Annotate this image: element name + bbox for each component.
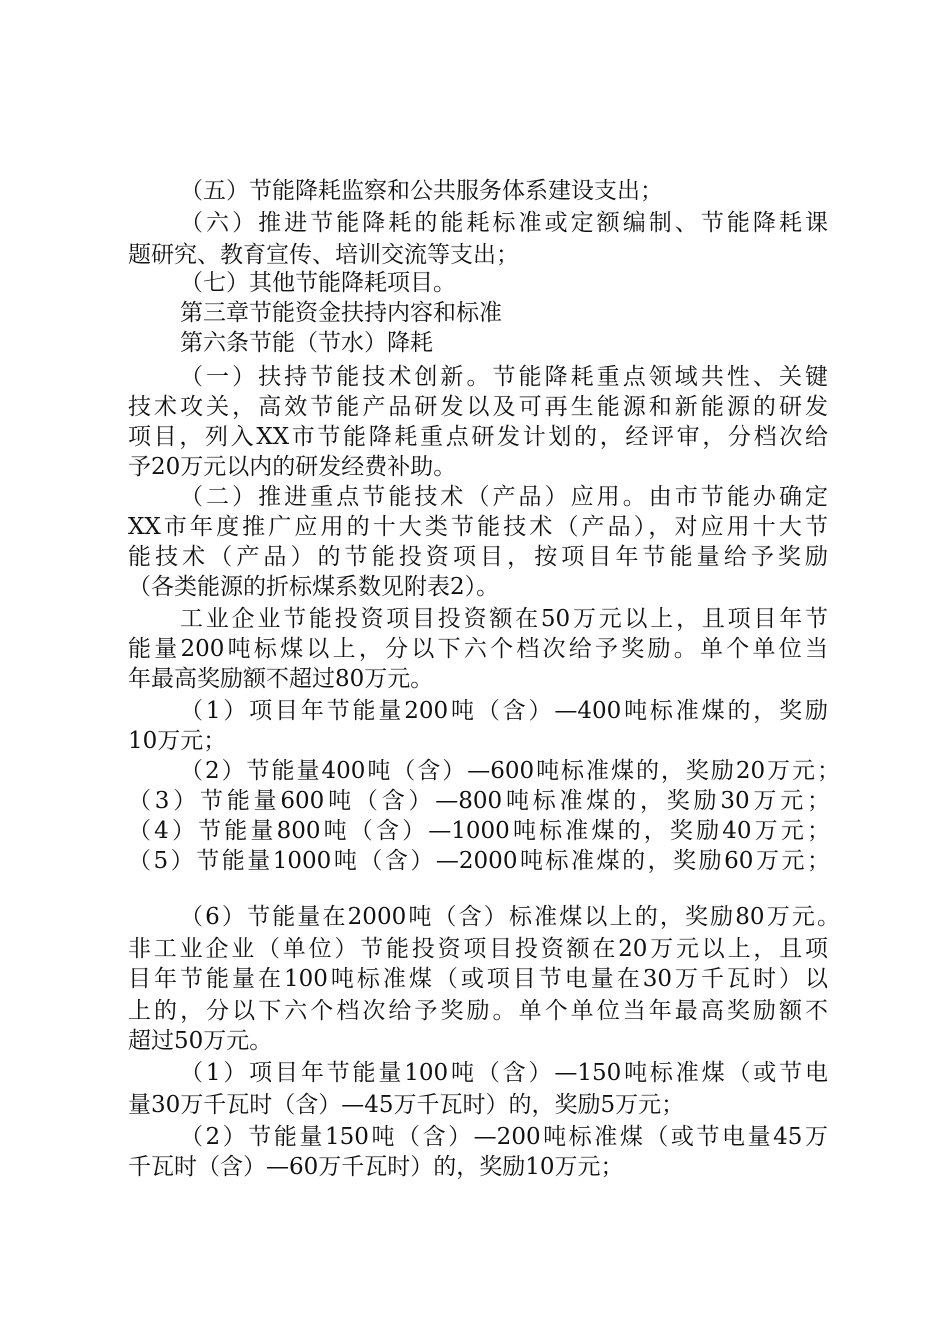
article-heading: 第六条节能（节水）降耗 <box>180 330 433 356</box>
text-line: （1）项目年节能量100吨（含）—150吨标准煤（或节电 <box>180 1060 828 1086</box>
text-line: （2）节能量150吨（含）—200吨标准煤（或节电量45万 <box>180 1124 828 1150</box>
text-line: （七）其他节能降耗项目。 <box>180 270 456 296</box>
text-line: （3）节能量600吨（含）—800吨标准煤的，奖励30万元； <box>128 788 830 814</box>
text-line: 量30万千瓦时（含）—45万千瓦时）的，奖励5万元； <box>128 1092 685 1118</box>
text-line: 超过50万元。 <box>128 1028 273 1054</box>
text-line: 非工业企业（单位）节能投资项目投资额在20万元以上，且项 <box>128 936 828 962</box>
section-heading: 第三章节能资金扶持内容和标准 <box>180 300 502 326</box>
text-line: 年最高奖励额不超过80万元。 <box>128 666 434 692</box>
text-line: XX市年度推广应用的十大类节能技术（产品），对应用十大节 <box>128 514 828 540</box>
text-line: 题研究、教育宣传、培训交流等支出； <box>128 242 519 268</box>
text-line: （6）节能量在2000吨（含）标准煤以上的，奖励80万元。 <box>180 904 840 930</box>
text-line: 能量200吨标煤以上，分以下六个档次给予奖励。单个单位当 <box>128 636 828 662</box>
text-line: （各类能源的折标煤系数见附表2）。 <box>128 574 500 600</box>
text-line: 上的，分以下六个档次给予奖励。单个单位当年最高奖励额不 <box>128 998 828 1024</box>
text-line: 10万元； <box>128 728 227 754</box>
text-line: 工业企业节能投资项目投资额在50万元以上，且项目年节 <box>180 606 828 632</box>
text-line: 技术攻关，高效节能产品研发以及可再生能源和新能源的研发 <box>128 394 828 420</box>
text-line: （一）扶持节能技术创新。节能降耗重点领域共性、关键 <box>180 364 828 390</box>
text-line: （五）节能降耗监察和公共服务体系建设支出； <box>180 178 663 204</box>
text-line: 千瓦时（含）—60万千瓦时）的，奖励10万元； <box>128 1154 624 1180</box>
text-line: （二）推进重点节能技术（产品）应用。由市节能办确定 <box>180 484 828 510</box>
text-line: 能技术（产品）的节能投资项目，按项目年节能量给予奖励 <box>128 544 828 570</box>
text-line: 予20万元以内的研发经费补助。 <box>128 454 457 480</box>
text-line: 项目，列入XX市节能降耗重点研发计划的，经评审，分档次给 <box>128 424 828 450</box>
text-line: （4）节能量800吨（含）—1000吨标准煤的，奖励40万元； <box>128 818 830 844</box>
text-line: （2）节能量400吨（含）—600吨标准煤的，奖励20万元； <box>180 758 840 784</box>
text-line: （1）项目年节能量200吨（含）—400吨标准煤的，奖励 <box>180 698 828 724</box>
text-line: （5）节能量1000吨（含）—2000吨标准煤的，奖励60万元； <box>128 848 830 874</box>
text-line: （六）推进节能降耗的能耗标准或定额编制、节能降耗课 <box>180 210 828 236</box>
text-line: 目年节能量在100吨标准煤（或项目节电量在30万千瓦时）以 <box>128 966 828 992</box>
